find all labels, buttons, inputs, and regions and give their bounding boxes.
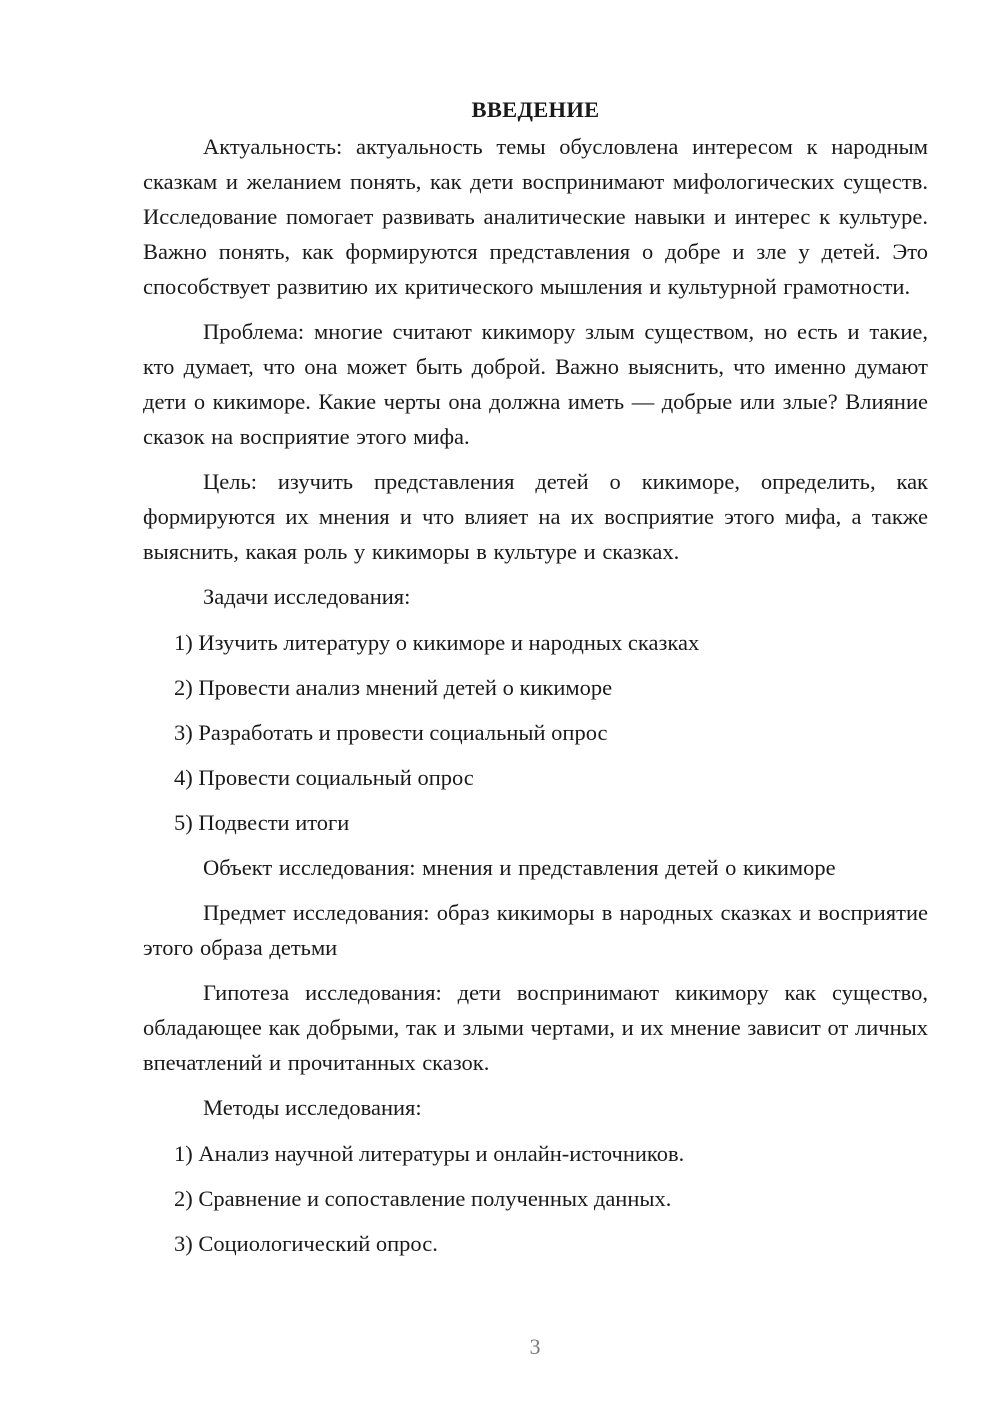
list-item: 5) Подвести итоги bbox=[174, 810, 350, 835]
list-item: 3) Социологический опрос. bbox=[174, 1231, 438, 1256]
goal-paragraph: Цель: изучить представления детей о кикиморе, определить, как формируются их мнения и что влияет на их восприятие этого мифа, а также выяснить, какая роль у кикиморы в культуре и сказках. bbox=[143, 469, 928, 564]
relevance-paragraph: Актуальность: актуальность темы обусловлена интересом к народным сказкам и желанием понять, как дети воспринимают мифологических существ. Исследование помогает развивать аналитические навыки и интерес к культуре. Важно понять, как формируются представления о добре и зле у детей. Это способствует развитию их критического мышления и культурной грамотности. bbox=[143, 134, 928, 299]
list-item: 2) Провести анализ мнений детей о кикиморе bbox=[174, 675, 613, 700]
list-item: 1) Анализ научной литературы и онлайн-источников. bbox=[174, 1141, 685, 1166]
page-number: 3 bbox=[529, 1334, 541, 1359]
hypothesis-paragraph: Гипотеза исследования: дети воспринимают кикимору как существо, обладающее как добрыми, так и злыми чертами, и их мнение зависит от личных впечатлений и прочитанных сказок. bbox=[143, 980, 928, 1075]
subject-paragraph: Предмет исследования: образ кикиморы в народных сказках и восприятие этого образа детьми bbox=[143, 900, 928, 960]
list-item: 4) Провести социальный опрос bbox=[174, 765, 474, 790]
list-item: 3) Разработать и провести социальный опрос bbox=[174, 720, 608, 745]
list-item: 1) Изучить литературу о кикиморе и народных сказках bbox=[174, 630, 700, 655]
problem-paragraph: Проблема: многие считают кикимору злым существом, но есть и такие, кто думает, что она может быть доброй. Важно выяснить, что именно думают дети о кикиморе. Какие черты она должна иметь — добрые или злые? Влияние сказок на восприятие этого мифа. bbox=[143, 319, 928, 449]
page-content bbox=[143, 92, 928, 1271]
tasks-list bbox=[143, 625, 928, 840]
tasks-heading: Задачи исследования: bbox=[203, 584, 411, 609]
methods-heading: Методы исследования: bbox=[203, 1095, 422, 1120]
list-item: 2) Сравнение и сопоставление полученных данных. bbox=[174, 1186, 672, 1211]
page-title: ВВЕДЕНИЕ bbox=[471, 97, 600, 122]
object-paragraph: Объект исследования: мнения и представления детей о кикиморе bbox=[203, 855, 836, 880]
methods-list bbox=[143, 1136, 928, 1261]
